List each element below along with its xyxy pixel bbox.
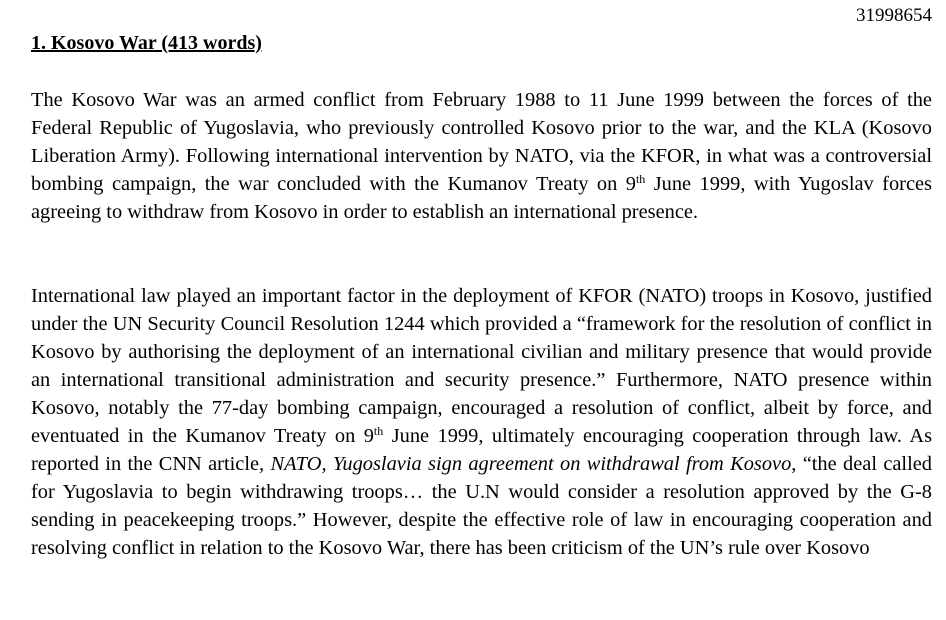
article-title: NATO, Yugoslavia sign agreement on withdrawal from Kosovo, <box>270 453 797 475</box>
ordinal-superscript: th <box>373 424 384 438</box>
paragraph-1-text-a: The Kosovo War was an armed conflict from February 1988 to 11 June 1999 between the forces of the Federal Republic of Yugoslavia, who previously controlled Kosovo prior to the war, and the KLA (Kosovo Liberation Army). Following international intervention by NATO, via the KFOR, in what was a controversial bombing campaign, the war concluded with the Kumanov Treaty on 9 <box>31 89 932 195</box>
ordinal-superscript: th <box>635 172 646 186</box>
paragraph-1-text-b: June 1999, with Yugoslav forces agreeing to withdraw from Kosovo in order to establish an international presence. <box>31 173 932 223</box>
paragraph-2-text-c: “the deal called for Yugoslavia to begin withdrawing troops… the U.N would consider a resolution approved by the G-8 sending in peacekeeping troops.” However, despite the effective role of law in encouraging cooperation and resolving conflict in relation to the Kosovo War, there has been criticism of the UN’s rule over Kosovo <box>31 453 932 559</box>
paragraph-1 <box>31 86 932 226</box>
section-heading: 1. Kosovo War (413 words) <box>31 32 262 54</box>
paragraph-2-text-a: International law played an important factor in the deployment of KFOR (NATO) troops in Kosovo, justified under the UN Security Council Resolution 1244 which provided a “framework for the resolution of conflict in Kosovo by authorising the deployment of an international civilian and military presence that would provide an international transitional administration and security presence.” Furthermore, NATO presence within Kosovo, notably the 77-day bombing campaign, encouraged a resolution of conflict, albeit by force, and eventuated in the Kumanov Treaty on 9 <box>31 285 932 447</box>
document-id-number: 31998654 <box>856 5 932 26</box>
paragraph-2 <box>31 282 932 562</box>
paragraph-2-text-b: June 1999, ultimately encouraging cooperation through law. As reported in the CNN article, <box>31 425 933 475</box>
